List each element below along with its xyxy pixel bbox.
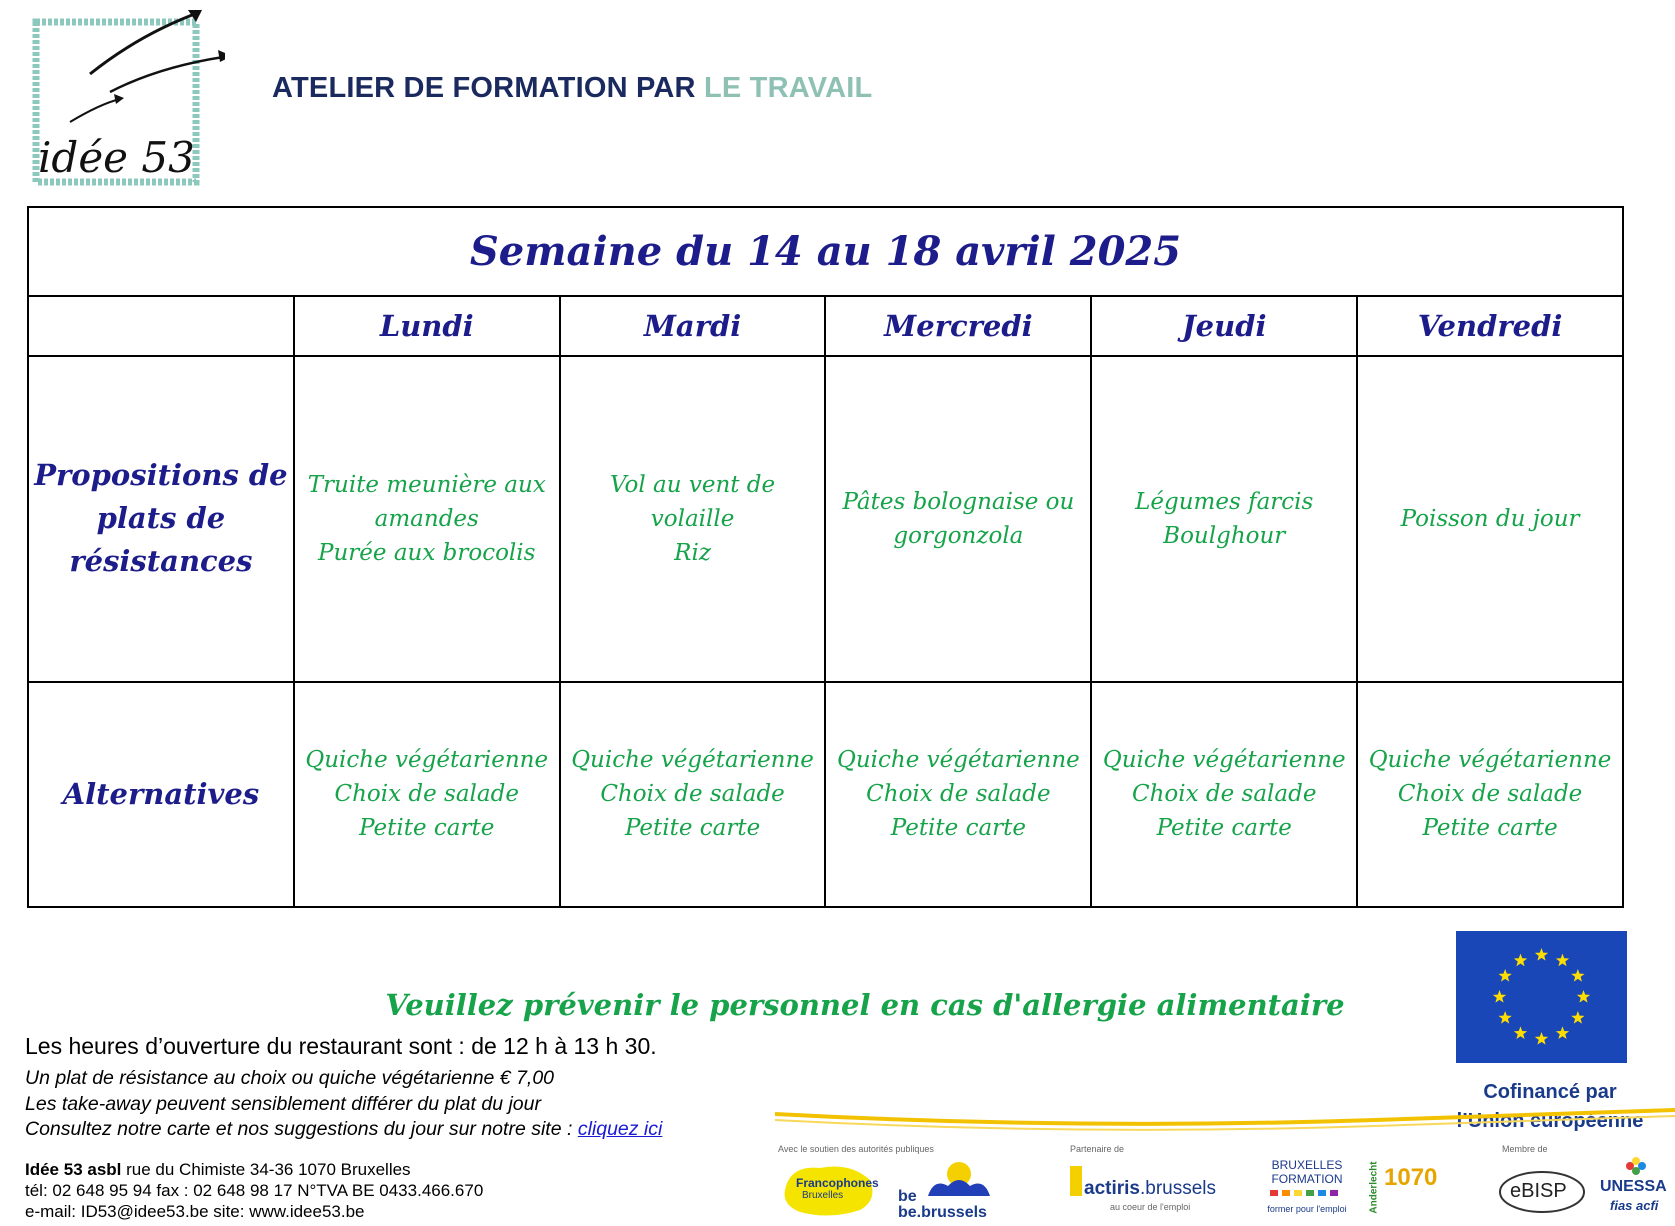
organization-title <box>272 72 872 105</box>
main-label-line: plats de <box>96 501 226 536</box>
dish-line: Pâtes bolognaise ou <box>842 488 1075 515</box>
day-header-friday: Vendredi <box>1357 296 1623 356</box>
dish-line: Purée aux brocolis <box>318 539 536 566</box>
bxl-formation-tagline: former pour l'emploi <box>1267 1204 1347 1214</box>
bxl-formation-stripes-icon <box>1262 1187 1352 1199</box>
dish-line: Boulghour <box>1163 522 1286 549</box>
fias-text: fias acfi <box>1610 1198 1659 1213</box>
main-dish-thursday <box>1091 356 1357 682</box>
price-info: Un plat de résistance au choix ou quiche végétarienne € 7,00 <box>25 1067 555 1089</box>
dish-line: Petite carte <box>890 815 1027 842</box>
dish-line: Petite carte <box>624 815 761 842</box>
day-header-wednesday: Mercredi <box>825 296 1091 356</box>
idee53-logo <box>30 4 225 199</box>
eu-caption-line1: Cofinancé par <box>1483 1081 1617 1103</box>
actiris-tagline: au coeur de l'emploi <box>1110 1202 1191 1212</box>
main-dish-monday <box>294 356 560 682</box>
dish-line: Riz <box>674 539 711 566</box>
dish-line: Choix de salade <box>866 781 1051 808</box>
be-brussels-shape-icon <box>924 1160 994 1200</box>
bxl-formation-line2: FORMATION <box>1271 1172 1343 1186</box>
main-dishes-label <box>28 356 294 682</box>
week-title: Semaine du 14 au 18 avril 2025 <box>28 207 1623 296</box>
dish-line: Choix de salade <box>600 781 785 808</box>
dish-line: Quiche végétarienne <box>1368 747 1612 774</box>
actiris-name: actiris <box>1084 1178 1140 1199</box>
dish-line: Quiche végétarienne <box>1102 747 1346 774</box>
anderlecht-logo <box>1362 1156 1438 1222</box>
anderlecht-postcode: 1070 <box>1384 1164 1438 1191</box>
main-dish-tuesday <box>560 356 826 682</box>
allergy-notice: Veuillez prévenir le personnel en cas d'allergie alimentaire <box>385 988 1345 1022</box>
partner-swoosh <box>775 1100 1675 1140</box>
dish-line: amandes <box>374 505 479 532</box>
title-main: ATELIER DE FORMATION PAR <box>272 72 696 104</box>
consult-text: Consultez notre carte et nos suggestions du jour sur notre site : <box>25 1118 573 1140</box>
actiris-suffix: .brussels <box>1139 1178 1217 1199</box>
main-label-line: résistances <box>69 544 253 579</box>
corner-cell <box>28 296 294 356</box>
takeaway-info: Les take-away peuvent sensiblement différer du plat du jour <box>25 1093 541 1115</box>
title-accent: LE TRAVAIL <box>703 72 873 104</box>
contact-email: e-mail: ID53@idee53.be site: www.idee53.be <box>25 1202 365 1221</box>
alternatives-thursday <box>1091 682 1357 907</box>
francophones-text: Francophones <box>796 1176 879 1190</box>
main-dish-friday <box>1357 356 1623 682</box>
dish-line: Choix de salade <box>334 781 519 808</box>
site-link[interactable]: cliquez ici <box>577 1118 663 1140</box>
unessa-text: UNESSA <box>1600 1178 1667 1195</box>
unessa-logo <box>1600 1156 1672 1222</box>
be-short-text: be <box>898 1188 917 1205</box>
be-brussels-text: be.brussels <box>898 1204 987 1221</box>
dish-line: Poisson du jour <box>1400 505 1580 532</box>
day-header-thursday: Jeudi <box>1091 296 1357 356</box>
address: rue du Chimiste 34-36 1070 Bruxelles <box>126 1160 411 1179</box>
support-label: Avec le soutien des autorités publiques <box>778 1144 934 1154</box>
day-header-tuesday: Mardi <box>560 296 826 356</box>
opening-hours: Les heures d’ouverture du restaurant sont : de 12 h à 13 h 30. <box>25 1033 657 1059</box>
alternatives-friday <box>1357 682 1623 907</box>
member-label: Membre de <box>1502 1144 1548 1154</box>
contact-phones: tél: 02 648 95 94 fax : 02 648 98 17 N°TVA BE 0433.466.670 <box>25 1181 484 1200</box>
main-dish-wednesday <box>825 356 1091 682</box>
dish-line: Légumes farcis <box>1135 488 1314 515</box>
main-label-line: Propositions de <box>34 458 288 493</box>
alternatives-tuesday <box>560 682 826 907</box>
day-header-monday: Lundi <box>294 296 560 356</box>
consult-info <box>25 1118 662 1141</box>
dish-line: Quiche végétarienne <box>571 747 814 774</box>
unessa-dots-icon <box>1624 1156 1648 1176</box>
dish-line: Vol au vent de volaille <box>609 471 776 532</box>
ebisp-logo <box>1496 1166 1588 1216</box>
actiris-logo <box>1070 1160 1250 1220</box>
dish-line: gorgonzola <box>893 522 1024 549</box>
ebisp-text: eBISP <box>1510 1180 1567 1202</box>
dish-line: Petite carte <box>1422 815 1558 842</box>
actiris-text <box>1084 1178 1216 1200</box>
francophones-sub: Bruxelles <box>802 1190 844 1201</box>
bxl-formation-line1: BRUXELLES <box>1271 1158 1343 1172</box>
dish-line: Quiche végétarienne <box>837 747 1080 774</box>
partner-label: Partenaire de <box>1070 1144 1125 1154</box>
contact-address <box>25 1160 411 1180</box>
svg-text:idée 53: idée 53 <box>38 133 195 182</box>
anderlecht-text: Anderlecht <box>1368 1161 1380 1214</box>
alternatives-monday <box>294 682 560 907</box>
be-brussels-logo <box>898 1160 1008 1220</box>
alternatives-wednesday <box>825 682 1091 907</box>
actiris-mark-icon <box>1070 1166 1082 1196</box>
dish-line: Choix de salade <box>1131 781 1317 808</box>
alternatives-label: Alternatives <box>28 682 294 907</box>
bruxelles-formation-logo <box>1262 1158 1352 1222</box>
dish-line: Truite meunière aux <box>307 471 546 498</box>
dish-line: Petite carte <box>359 815 495 842</box>
org-name: Idée 53 asbl <box>25 1160 122 1179</box>
dish-line: Choix de salade <box>1397 781 1583 808</box>
dish-line: Petite carte <box>1156 815 1292 842</box>
dish-line: Quiche végétarienne <box>305 747 549 774</box>
francophones-logo <box>780 1160 880 1218</box>
weekly-menu-table <box>27 206 1624 908</box>
eu-caption-line2: l’Union européenne <box>1456 1110 1644 1132</box>
